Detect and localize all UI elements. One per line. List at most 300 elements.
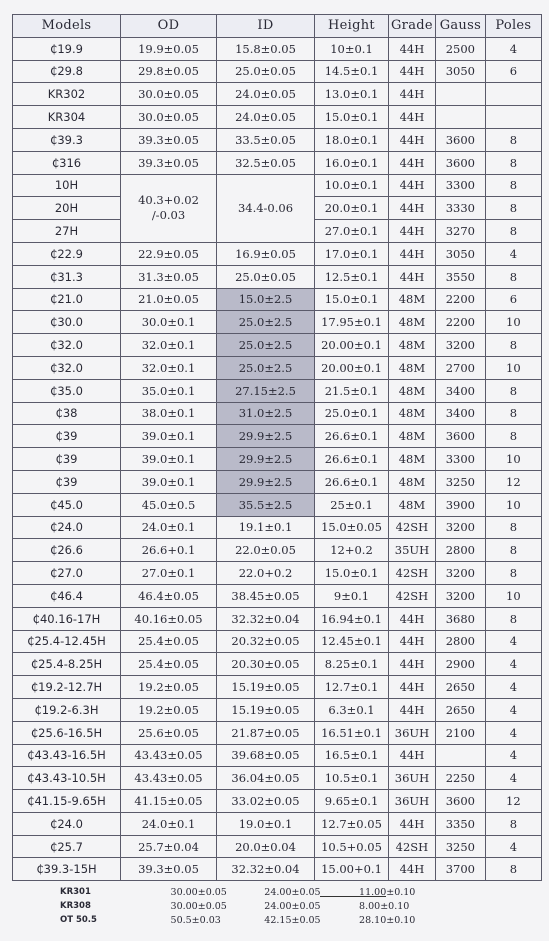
cell-grade: 48M (389, 425, 436, 448)
footer-cell: 11.00±0.10 (359, 887, 416, 898)
table-row (13, 698, 542, 721)
cell-poles: 12 (485, 790, 541, 813)
cell-od: 40.16±0.05 (121, 607, 217, 630)
cell-height: 17.95±0.1 (315, 311, 389, 334)
cell-gauss: 3400 (435, 379, 485, 402)
cell-poles: 4 (485, 835, 541, 858)
cell-od: 40.3+0.02 /-0.03 (121, 174, 217, 242)
cell-grade: 44H (389, 83, 436, 106)
table-row (13, 106, 542, 129)
cell-od: 27.0±0.1 (121, 562, 217, 585)
cell-model: ₵43.43-10.5H (13, 767, 121, 790)
cell-model: KR304 (13, 106, 121, 129)
cell-gauss: 3350 (435, 812, 485, 835)
table-row (13, 334, 542, 357)
cell-od: 30.0±0.05 (121, 83, 217, 106)
cell-height: 13.0±0.1 (315, 83, 389, 106)
cell-height: 10.5+0.05 (315, 835, 389, 858)
header-gauss: Gauss (435, 15, 485, 38)
cell-id: 22.0±0.05 (217, 539, 315, 562)
cell-model: ₵41.15-9.65H (13, 790, 121, 813)
cell-grade: 44H (389, 653, 436, 676)
cell-id: 38.45±0.05 (217, 584, 315, 607)
cell-height: 6.3±0.1 (315, 698, 389, 721)
cell-height: 10.0±0.1 (315, 174, 389, 197)
cell-id: 15.19±0.05 (217, 676, 315, 699)
cell-grade: 44H (389, 812, 436, 835)
cell-gauss: 3900 (435, 493, 485, 516)
table-row (13, 265, 542, 288)
cell-model: 20H (13, 197, 121, 220)
table-row (13, 311, 542, 334)
cell-model: ₵25.7 (13, 835, 121, 858)
cell-od: 24.0±0.1 (121, 812, 217, 835)
cell-grade: 44H (389, 242, 436, 265)
cell-gauss: 2800 (435, 630, 485, 653)
cell-gauss: 3600 (435, 425, 485, 448)
cell-od: 39.0±0.1 (121, 470, 217, 493)
cell-poles: 8 (485, 425, 541, 448)
cell-gauss: 2100 (435, 721, 485, 744)
cell-od: 26.6+0.1 (121, 539, 217, 562)
cell-model: ₵19.2-12.7H (13, 676, 121, 699)
cell-model: ₵25.4-8.25H (13, 653, 121, 676)
cell-od: 24.0±0.1 (121, 516, 217, 539)
cell-grade: 44H (389, 37, 436, 60)
cell-grade: 36UH (389, 790, 436, 813)
cell-id: 20.32±0.05 (217, 630, 315, 653)
cell-gauss: 3200 (435, 516, 485, 539)
cell-grade: 44H (389, 630, 436, 653)
footer-cell: 30.00±0.05 (170, 901, 227, 912)
cell-model: ₵39 (13, 425, 121, 448)
cell-height: 20.00±0.1 (315, 334, 389, 357)
cell-height: 15.0±0.05 (315, 516, 389, 539)
cell-poles: 4 (485, 744, 541, 767)
cell-poles: 8 (485, 334, 541, 357)
cell-height: 27.0±0.1 (315, 220, 389, 243)
cell-grade: 44H (389, 220, 436, 243)
cell-height: 9.65±0.1 (315, 790, 389, 813)
cell-model: ₵32.0 (13, 334, 121, 357)
cell-gauss: 3400 (435, 402, 485, 425)
cell-model: ₵26.6 (13, 539, 121, 562)
cell-id: 31.0±2.5 (217, 402, 315, 425)
cell-od: 39.3±0.05 (121, 151, 217, 174)
table-row (13, 584, 542, 607)
cell-model: ₵316 (13, 151, 121, 174)
cell-grade: 48M (389, 334, 436, 357)
cell-grade: 36UH (389, 721, 436, 744)
cell-id: 25.0±0.05 (217, 265, 315, 288)
cell-od: 41.15±0.05 (121, 790, 217, 813)
header-models: Models (13, 15, 121, 38)
cell-od: 38.0±0.1 (121, 402, 217, 425)
cell-height: 15.0±0.1 (315, 106, 389, 129)
cell-gauss (435, 83, 485, 106)
footer-cell: OT 50.5 (60, 915, 97, 925)
table-row (13, 812, 542, 835)
table-row (13, 448, 542, 471)
cell-poles: 6 (485, 60, 541, 83)
cell-id: 24.0±0.05 (217, 83, 315, 106)
footer-cell: KR301 (60, 887, 91, 897)
table-row (13, 128, 542, 151)
cell-grade: 42SH (389, 516, 436, 539)
cell-grade: 44H (389, 128, 436, 151)
magnet-spec-table (12, 14, 542, 881)
cell-height: 25±0.1 (315, 493, 389, 516)
cell-poles: 8 (485, 379, 541, 402)
cell-id: 15.8±0.05 (217, 37, 315, 60)
cell-model: ₵25.6-16.5H (13, 721, 121, 744)
cell-od: 25.4±0.05 (121, 653, 217, 676)
cell-model: ₵19.2-6.3H (13, 698, 121, 721)
cell-id: 34.4-0.06 (217, 174, 315, 242)
cell-id: 15.0±2.5 (217, 288, 315, 311)
cell-model: ₵32.0 (13, 356, 121, 379)
cell-id: 19.1±0.1 (217, 516, 315, 539)
cell-od: 46.4±0.05 (121, 584, 217, 607)
table-row (13, 676, 542, 699)
cell-height: 26.6±0.1 (315, 470, 389, 493)
cell-grade: 48M (389, 470, 436, 493)
cell-id: 16.9±0.05 (217, 242, 315, 265)
cell-gauss (435, 106, 485, 129)
cell-model: ₵29.8 (13, 60, 121, 83)
table-row (13, 402, 542, 425)
cell-poles: 4 (485, 676, 541, 699)
cell-height: 25.0±0.1 (315, 402, 389, 425)
cell-od: 25.6±0.05 (121, 721, 217, 744)
cell-grade: 48M (389, 288, 436, 311)
cell-poles: 8 (485, 128, 541, 151)
cell-grade: 44H (389, 174, 436, 197)
cell-gauss: 3200 (435, 562, 485, 585)
cell-gauss: 3300 (435, 174, 485, 197)
cell-gauss: 3600 (435, 790, 485, 813)
cell-gauss: 2250 (435, 767, 485, 790)
cell-height: 16.0±0.1 (315, 151, 389, 174)
cell-model: ₵39 (13, 448, 121, 471)
cell-poles: 8 (485, 265, 541, 288)
cell-id: 25.0±2.5 (217, 311, 315, 334)
cell-height: 15.0±0.1 (315, 288, 389, 311)
cell-poles: 10 (485, 448, 541, 471)
table-row (13, 379, 542, 402)
cell-id: 32.5±0.05 (217, 151, 315, 174)
cell-gauss: 3300 (435, 448, 485, 471)
cell-od: 22.9±0.05 (121, 242, 217, 265)
cell-gauss: 2200 (435, 311, 485, 334)
table-row (13, 425, 542, 448)
cell-id: 36.04±0.05 (217, 767, 315, 790)
cell-od: 31.3±0.05 (121, 265, 217, 288)
table-row (13, 470, 542, 493)
table-row (13, 151, 542, 174)
cell-od: 39.0±0.1 (121, 448, 217, 471)
table-row (13, 37, 542, 60)
cell-grade: 48M (389, 448, 436, 471)
cell-model: 27H (13, 220, 121, 243)
cell-height: 9±0.1 (315, 584, 389, 607)
cell-model: ₵38 (13, 402, 121, 425)
cell-poles: 10 (485, 584, 541, 607)
cell-od: 29.8±0.05 (121, 60, 217, 83)
cell-gauss (435, 744, 485, 767)
table-row (13, 744, 542, 767)
table-row (13, 767, 542, 790)
cell-id: 20.0±0.04 (217, 835, 315, 858)
cell-od: 39.3±0.05 (121, 858, 217, 881)
cell-od: 43.43±0.05 (121, 744, 217, 767)
cell-height: 26.6±0.1 (315, 448, 389, 471)
cell-poles: 8 (485, 174, 541, 197)
cell-poles: 8 (485, 607, 541, 630)
cell-id: 29.9±2.5 (217, 470, 315, 493)
cell-poles: 4 (485, 698, 541, 721)
cell-id: 22.0+0.2 (217, 562, 315, 585)
table-row (13, 630, 542, 653)
cell-model: ₵31.3 (13, 265, 121, 288)
cell-poles: 8 (485, 516, 541, 539)
header-row (13, 15, 542, 38)
cell-poles: 8 (485, 858, 541, 881)
table-row (13, 60, 542, 83)
cell-od: 25.4±0.05 (121, 630, 217, 653)
cell-model: ₵24.0 (13, 516, 121, 539)
cell-poles: 12 (485, 470, 541, 493)
cell-od: 32.0±0.1 (121, 334, 217, 357)
cell-poles: 6 (485, 288, 541, 311)
cell-poles: 4 (485, 37, 541, 60)
cell-height: 12+0.2 (315, 539, 389, 562)
cell-grade: 48M (389, 311, 436, 334)
cell-model: KR302 (13, 83, 121, 106)
cell-height: 20.00±0.1 (315, 356, 389, 379)
cell-grade: 44H (389, 106, 436, 129)
header-od: OD (121, 15, 217, 38)
footer-cell: KR308 (60, 901, 91, 911)
cell-model: ₵24.0 (13, 812, 121, 835)
cell-od: 35.0±0.1 (121, 379, 217, 402)
cell-id: 25.0±0.05 (217, 60, 315, 83)
cell-height: 17.0±0.1 (315, 242, 389, 265)
cell-gauss: 3050 (435, 242, 485, 265)
footer-cell: 42.15±0.05 (264, 915, 321, 926)
table-row (13, 174, 542, 197)
header-grade: Grade (389, 15, 436, 38)
cell-height: 26.6±0.1 (315, 425, 389, 448)
cell-poles: 10 (485, 356, 541, 379)
cell-poles (485, 83, 541, 106)
cell-model: ₵35.0 (13, 379, 121, 402)
cell-od: 30.0±0.05 (121, 106, 217, 129)
table-row (13, 516, 542, 539)
table-row (13, 539, 542, 562)
cell-id: 19.0±0.1 (217, 812, 315, 835)
cell-model: ₵27.0 (13, 562, 121, 585)
cell-poles: 8 (485, 151, 541, 174)
cell-gauss: 3680 (435, 607, 485, 630)
cell-height: 12.45±0.1 (315, 630, 389, 653)
cell-grade: 44H (389, 607, 436, 630)
cell-gauss: 2200 (435, 288, 485, 311)
cell-gauss: 2800 (435, 539, 485, 562)
cell-model: ₵22.9 (13, 242, 121, 265)
cell-id: 32.32±0.04 (217, 858, 315, 881)
cell-height: 16.51±0.1 (315, 721, 389, 744)
cell-od: 39.3±0.05 (121, 128, 217, 151)
cell-gauss: 3330 (435, 197, 485, 220)
table-row (13, 790, 542, 813)
cell-grade: 44H (389, 858, 436, 881)
table-row (13, 562, 542, 585)
cell-height: 16.5±0.1 (315, 744, 389, 767)
cell-height: 8.25±0.1 (315, 653, 389, 676)
cell-id: 15.19±0.05 (217, 698, 315, 721)
cell-model: ₵43.43-16.5H (13, 744, 121, 767)
cell-model: ₵25.4-12.45H (13, 630, 121, 653)
cell-poles: 4 (485, 767, 541, 790)
cell-model: 10H (13, 174, 121, 197)
cell-id: 33.02±0.05 (217, 790, 315, 813)
cell-grade: 44H (389, 60, 436, 83)
cell-poles: 8 (485, 197, 541, 220)
footer-cell: 8.00±0.10 (359, 901, 410, 912)
header-poles: Poles (485, 15, 541, 38)
table-row (13, 493, 542, 516)
cell-id: 32.32±0.04 (217, 607, 315, 630)
cell-grade: 36UH (389, 767, 436, 790)
cell-od: 19.9±0.05 (121, 37, 217, 60)
cell-gauss: 3550 (435, 265, 485, 288)
cell-od: 19.2±0.05 (121, 676, 217, 699)
cell-model: ₵45.0 (13, 493, 121, 516)
cell-gauss: 2650 (435, 676, 485, 699)
cell-grade: 35UH (389, 539, 436, 562)
cell-poles: 8 (485, 539, 541, 562)
table-row (13, 653, 542, 676)
cell-id: 35.5±2.5 (217, 493, 315, 516)
cell-gauss: 3200 (435, 584, 485, 607)
cell-grade: 48M (389, 379, 436, 402)
footer-cell: 24.00±0.05 (264, 901, 321, 912)
cell-od: 32.0±0.1 (121, 356, 217, 379)
footer-row (18, 887, 438, 898)
cell-poles: 8 (485, 220, 541, 243)
cell-grade: 48M (389, 493, 436, 516)
cell-grade: 44H (389, 676, 436, 699)
cell-grade: 44H (389, 197, 436, 220)
cell-grade: 44H (389, 698, 436, 721)
cell-model: ₵39 (13, 470, 121, 493)
cell-model: ₵39.3 (13, 128, 121, 151)
cell-id: 25.0±2.5 (217, 356, 315, 379)
cell-grade: 42SH (389, 584, 436, 607)
cell-poles (485, 106, 541, 129)
cell-od: 39.0±0.1 (121, 425, 217, 448)
footer-row (18, 901, 438, 912)
cell-od: 19.2±0.05 (121, 698, 217, 721)
header-id: ID (217, 15, 315, 38)
cell-poles: 8 (485, 812, 541, 835)
footer-cell: 50.5±0.03 (170, 915, 221, 926)
cell-height: 15.0±0.1 (315, 562, 389, 585)
cell-gauss: 3200 (435, 334, 485, 357)
cell-gauss: 2700 (435, 356, 485, 379)
cell-id: 21.87±0.05 (217, 721, 315, 744)
cell-poles: 8 (485, 562, 541, 585)
cell-id: 39.68±0.05 (217, 744, 315, 767)
cell-grade: 42SH (389, 835, 436, 858)
cell-gauss: 3250 (435, 835, 485, 858)
cell-od: 43.43±0.05 (121, 767, 217, 790)
cell-height: 16.94±0.1 (315, 607, 389, 630)
table-row (13, 721, 542, 744)
cell-gauss: 3600 (435, 128, 485, 151)
cell-id: 20.30±0.05 (217, 653, 315, 676)
cell-poles: 8 (485, 402, 541, 425)
cell-od: 45.0±0.5 (121, 493, 217, 516)
cell-grade: 48M (389, 402, 436, 425)
cell-grade: 44H (389, 151, 436, 174)
cell-grade: 44H (389, 265, 436, 288)
table-row (13, 858, 542, 881)
cell-id: 27.15±2.5 (217, 379, 315, 402)
cell-model: ₵19.9 (13, 37, 121, 60)
cell-height: 14.5±0.1 (315, 60, 389, 83)
table-row (13, 356, 542, 379)
footer-cell: 24.00±0.05 (264, 887, 321, 898)
cell-gauss: 3700 (435, 858, 485, 881)
cell-poles: 4 (485, 721, 541, 744)
cell-poles: 10 (485, 493, 541, 516)
cell-id: 25.0±2.5 (217, 334, 315, 357)
cell-height: 10.5±0.1 (315, 767, 389, 790)
cell-height: 15.00+0.1 (315, 858, 389, 881)
header-height: Height (315, 15, 389, 38)
cell-model: ₵21.0 (13, 288, 121, 311)
table-row (13, 288, 542, 311)
cell-poles: 4 (485, 630, 541, 653)
footer-row (18, 915, 438, 926)
cell-height: 18.0±0.1 (315, 128, 389, 151)
cell-model: ₵40.16-17H (13, 607, 121, 630)
cell-gauss: 2900 (435, 653, 485, 676)
cell-poles: 4 (485, 242, 541, 265)
table-row (13, 835, 542, 858)
footer-cell: 28.10±0.10 (359, 915, 416, 926)
cell-id: 33.5±0.05 (217, 128, 315, 151)
cell-gauss: 3250 (435, 470, 485, 493)
cell-grade: 48M (389, 356, 436, 379)
table-row (13, 242, 542, 265)
cell-model: ₵46.4 (13, 584, 121, 607)
cell-od: 25.7±0.04 (121, 835, 217, 858)
cell-height: 10±0.1 (315, 37, 389, 60)
cell-height: 20.0±0.1 (315, 197, 389, 220)
footer-cell: 30.00±0.05 (170, 887, 227, 898)
cell-height: 21.5±0.1 (315, 379, 389, 402)
cell-gauss: 3270 (435, 220, 485, 243)
cell-od: 21.0±0.05 (121, 288, 217, 311)
cell-id: 29.9±2.5 (217, 448, 315, 471)
cell-model: ₵39.3-15H (13, 858, 121, 881)
cell-poles: 4 (485, 653, 541, 676)
cell-height: 12.7±0.1 (315, 676, 389, 699)
table-row (13, 607, 542, 630)
